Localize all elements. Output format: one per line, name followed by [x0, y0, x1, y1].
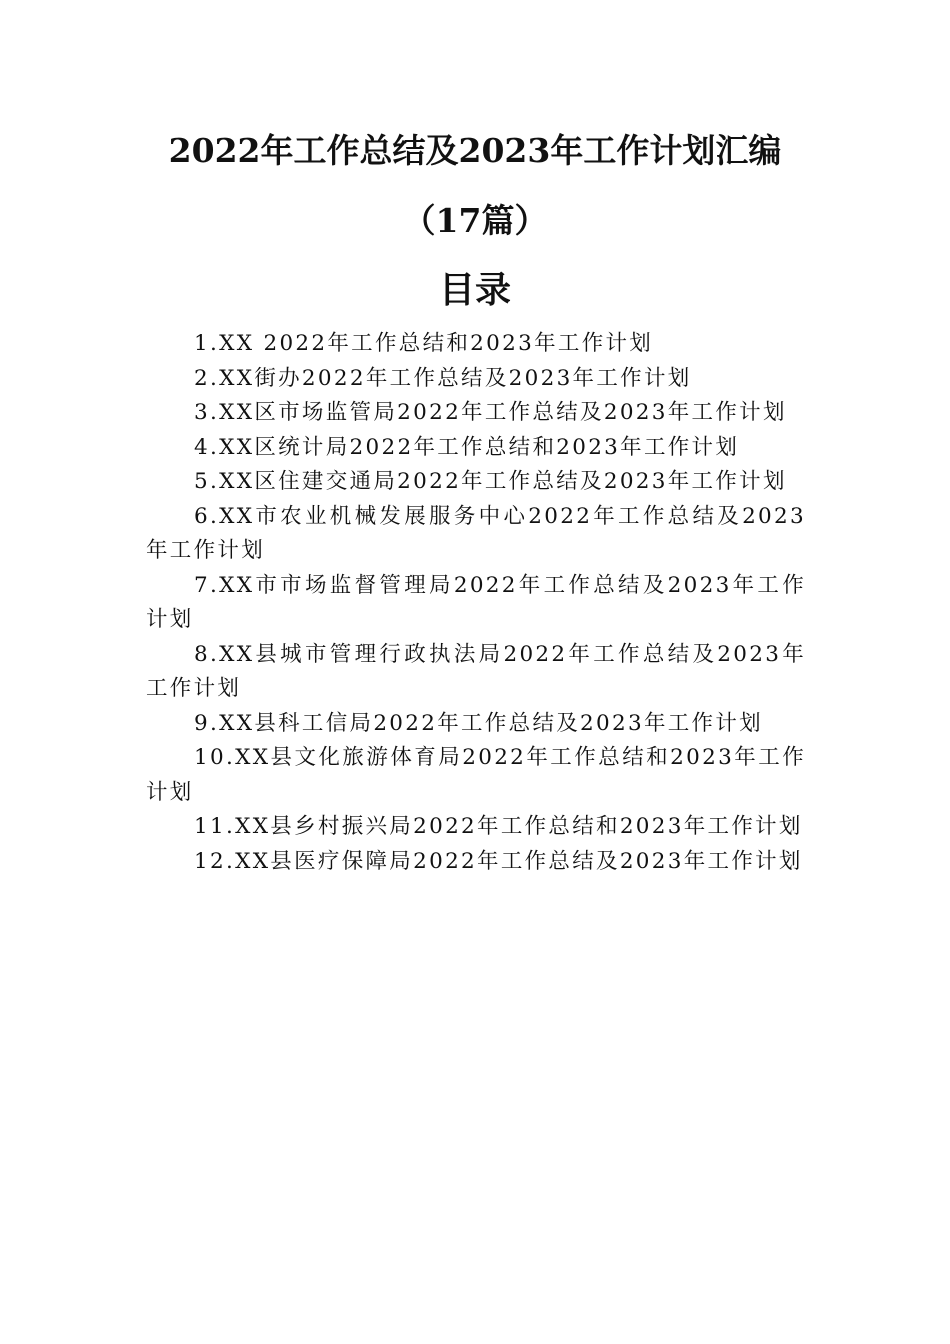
document-subtitle: （17篇）	[402, 201, 548, 240]
table-of-contents	[146, 327, 806, 879]
toc-entry: 10.XX县文化旅游体育局2022年工作总结和2023年工作计划	[146, 745, 806, 805]
toc-entry: 3.XX区市场监管局2022年工作总结及2023年工作计划	[194, 400, 787, 425]
toc-entry: 6.XX市农业机械发展服务中心2022年工作总结及2023年工作计划	[146, 503, 806, 563]
toc-entry: 12.XX县医疗保障局2022年工作总结及2023年工作计划	[194, 848, 803, 874]
toc-heading: 目录	[438, 269, 511, 311]
toc-entry: 1.XX 2022年工作总结和2023年工作计划	[194, 331, 654, 356]
toc-entry: 11.XX县乡村振兴局2022年工作总结和2023年工作计划	[194, 814, 803, 839]
toc-entry: 9.XX县科工信局2022年工作总结及2023年工作计划	[194, 710, 763, 736]
toc-entry: 4.XX区统计局2022年工作总结和2023年工作计划	[194, 434, 740, 460]
toc-entry: 8.XX县城市管理行政执法局2022年工作总结及2023年工作计划	[146, 641, 806, 701]
toc-entry: 5.XX区住建交通局2022年工作总结及2023年工作计划	[194, 469, 787, 494]
document-title: 2022年工作总结及2023年工作计划汇编	[168, 131, 782, 170]
toc-entry: 7.XX市市场监督管理局2022年工作总结及2023年工作计划	[146, 572, 806, 632]
toc-entry: 2.XX街办2022年工作总结及2023年工作计划	[194, 365, 692, 391]
